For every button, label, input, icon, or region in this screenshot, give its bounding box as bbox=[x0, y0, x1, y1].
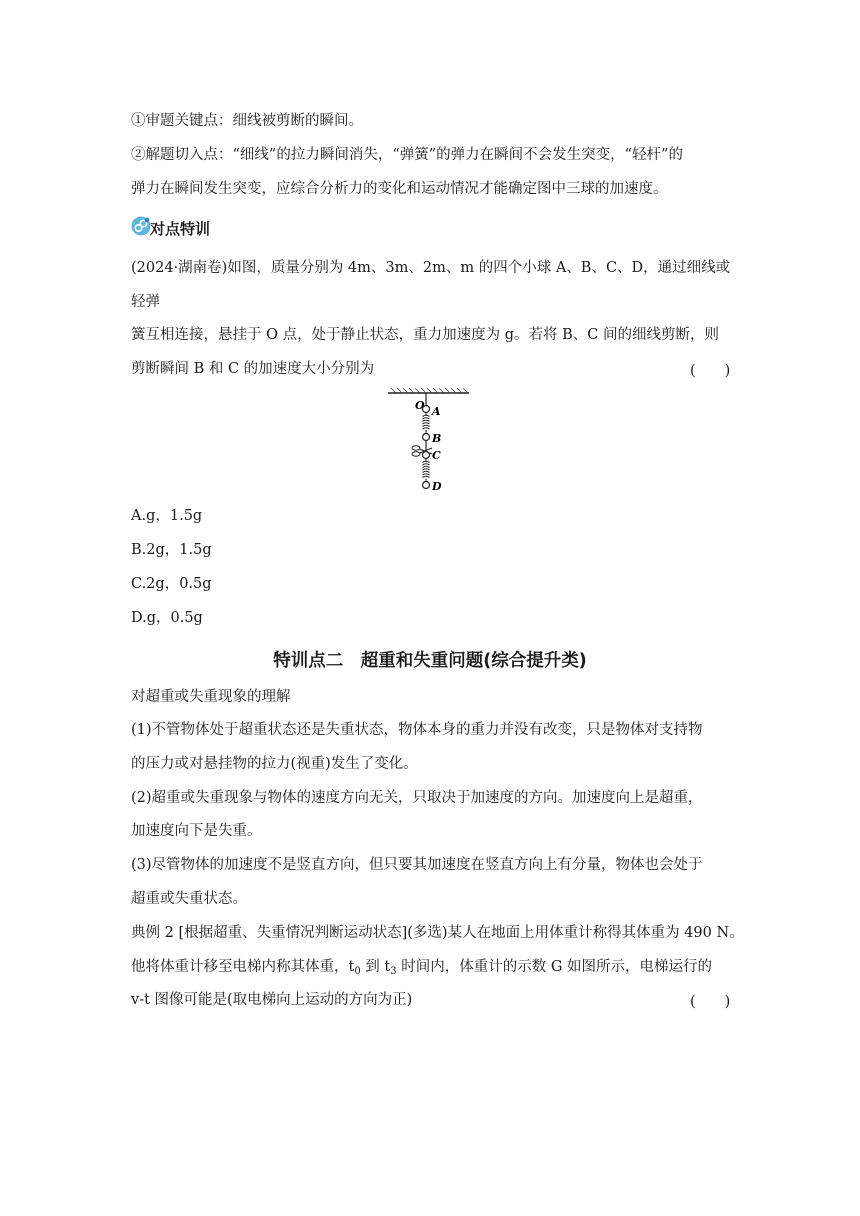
question-line-1: (2024·湖南卷)如图，质量分别为 4m、3m、2m、m 的四个小球 A、B、C、D，通过细线或 bbox=[131, 260, 731, 276]
label-d: D bbox=[432, 480, 442, 493]
point-1-line-2: 的压力或对悬挂物的拉力(视重)发生了变化。 bbox=[131, 756, 418, 772]
example-line-3: v-t 图像可能是(取电梯向上运动的方向为正) bbox=[131, 992, 413, 1008]
ball-c bbox=[423, 452, 430, 459]
training-badge-icon bbox=[131, 216, 151, 236]
entry-point-line-1: ②解题切入点：“细线”的拉力瞬间消失，“弹簧”的弹力在瞬间不会发生突变，“轻杆”的 bbox=[131, 147, 683, 163]
label-a: A bbox=[432, 405, 441, 418]
point-3-line-2: 超重或失重状态。 bbox=[131, 891, 247, 907]
question-line-3: 簧互相连接，悬挂于 O 点，处于静止状态，重力加速度为 g。若将 B、C 间的细线剪断，则 bbox=[131, 327, 719, 343]
spring-ab bbox=[423, 413, 430, 434]
hanging-balls-figure bbox=[385, 388, 475, 494]
training-title: 对点特训 bbox=[150, 220, 211, 238]
ball-d bbox=[423, 482, 430, 489]
point-2-line-2: 加速度向下是失重。 bbox=[131, 823, 262, 839]
option-a[interactable]: A.g，1.5g bbox=[131, 508, 203, 524]
entry-point-line-2: 弹力在瞬间发生突变，应综合分析力的变化和运动情况才能确定图中三球的加速度。 bbox=[131, 181, 668, 197]
key-point-text: ①审题关键点：细线被剪断的瞬间。 bbox=[131, 113, 363, 129]
option-c[interactable]: C.2g，0.5g bbox=[131, 576, 212, 592]
label-c: C bbox=[432, 449, 441, 462]
label-o: O bbox=[415, 399, 425, 412]
label-b: B bbox=[432, 432, 442, 445]
point-2-line-1: (2)超重或失重现象与物体的速度方向无关，只取决于加速度的方向。加速度向上是超重， bbox=[131, 790, 703, 806]
t3-subscript: 3 bbox=[390, 966, 397, 977]
question-line-4: 剪断瞬间 B 和 C 的加速度大小分别为 bbox=[131, 361, 375, 377]
example-line-2: 他将体重计移至电梯内称其体重，$t_0$ 到 $t_3$ 时间内，体重计的示数 G 如图所示，电梯运行的 bbox=[131, 959, 713, 977]
option-d[interactable]: D.g，0.5g bbox=[131, 610, 203, 626]
point-1-line-1: (1)不管物体处于超重状态还是失重状态，物体本身的重力并没有改变，只是物体对支持物 bbox=[131, 722, 703, 738]
point-3-line-1: (3)尽管物体的加速度不是竖直方向，但只要其加速度在竖直方向上有分量，物体也会处于 bbox=[131, 857, 703, 873]
example-answer-blank: ( ) bbox=[690, 994, 731, 1010]
option-b[interactable]: B.2g，1.5g bbox=[131, 542, 212, 558]
section-heading: 特训点二 超重和失重问题(综合提升类) bbox=[273, 651, 587, 671]
spring-cd bbox=[423, 459, 430, 482]
answer-blank: ( ) bbox=[690, 363, 731, 379]
example-line-1: 典例 2 [根据超重、失重情况判断运动状态](多选)某人在地面上用体重计称得其体重为 490 N。 bbox=[131, 925, 744, 941]
section-subheading: 对超重或失重现象的理解 bbox=[131, 689, 291, 705]
t0-subscript: 0 bbox=[354, 966, 361, 977]
ball-b bbox=[423, 434, 430, 441]
question-line-2: 轻弹 bbox=[131, 294, 160, 310]
